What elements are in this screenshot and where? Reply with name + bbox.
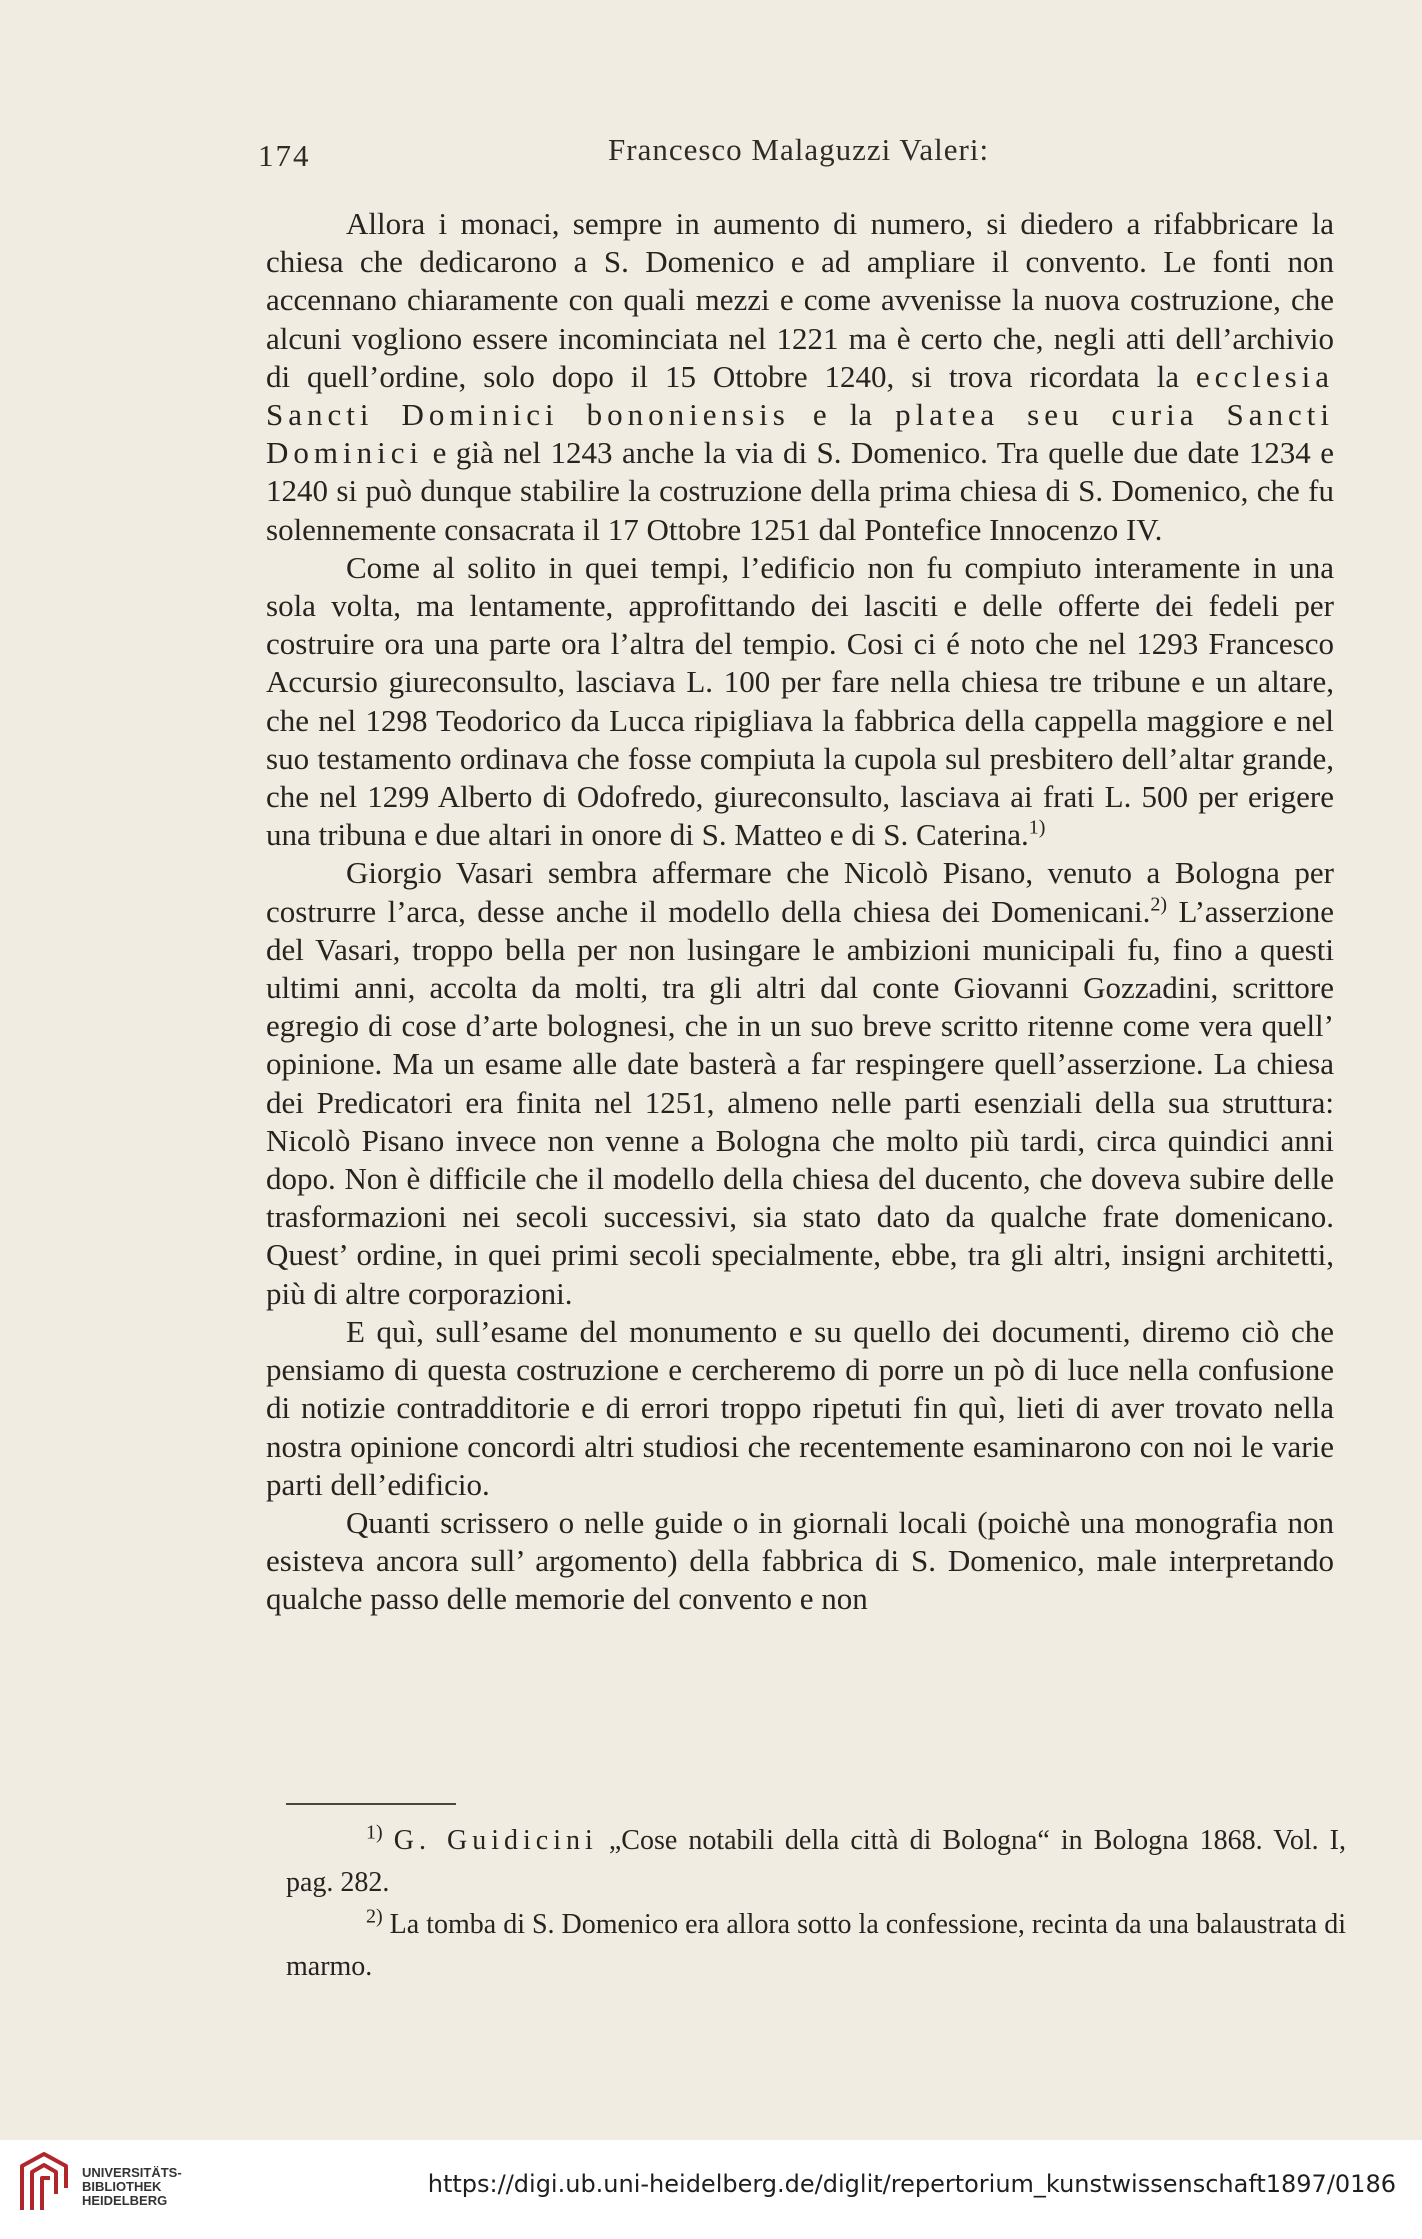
paragraph-4-text: E quì, sull’esame del monumento e su quello dei documenti, diremo ciò che pensiamo di questa costruzione e cercheremo di porre un pò di luce nella confusione di notizie contradditorie e di errori troppo ripetuti fin quì, lieti di aver trovato nella nostra opinione concordi altri studiosi che recentemente esaminarono con noi le varie parti dell’edificio. xyxy=(266,1313,1334,1502)
footnote-2-text: La tomba di S. Domenico era allora sotto la confessione, recinta da una balaustrata di marmo. xyxy=(286,1909,1347,1982)
footnotes xyxy=(286,1820,1346,1988)
body-text xyxy=(266,205,1334,1619)
viewer-footer xyxy=(0,2140,1422,2239)
library-name-line-1: UNIVERSITÄTS- xyxy=(82,2165,182,2180)
paragraph-4 xyxy=(266,1313,1334,1504)
library-name-line-2: BIBLIOTHEK xyxy=(82,2179,162,2194)
paragraph-5 xyxy=(266,1504,1334,1619)
footnote-1 xyxy=(286,1820,1346,1904)
footnote-1-mark: 1) xyxy=(366,1821,383,1844)
paragraph-2 xyxy=(266,549,1334,855)
footnote-ref-1: 1) xyxy=(1028,816,1046,839)
ub-heidelberg-logo-icon[interactable] xyxy=(14,2148,74,2218)
paragraph-2-text: Come al solito in quei tempi, l’edificio non fu compiuto interamente in una sola volta, ma lentamente, approfittando dei lasciti e delle offerte dei fedeli per costruire ora una parte ora l’altra del tempio. Cosi ci é noto che nel 1293 Francesco Accursio giureconsulto, lasciava L. 100 per fare nella chiesa tre tribune e un altare, che nel 1298 Teodorico da Lucca ripigliava la fabbrica della cappella maggiore e nel suo testamento ordinava che fosse compiuta la cupola sul presbitero dell’altar grande, che nel 1299 Alberto di Odofredo, giureconsulto, lasciava ai frati L. 500 per erigere una tribuna e due altari in onore di S. Matteo e di S. Caterina. xyxy=(266,549,1334,853)
paragraph-3-text-a: Giorgio Vasari sembra affermare che Nicolò Pisano, venuto a Bologna per costrurre l’arca, desse anche il modello della chiesa dei Domenicani. xyxy=(266,855,1334,929)
library-name-line-3: HEIDELBERG xyxy=(82,2193,168,2208)
paragraph-1-text-e: e già nel 1243 anche la via di S. Domenico. Tra quelle due date 1234 e 1240 si può dunque stabilire la costruzione della prima chiesa di S. Domenico, che fu solennemente consacrata il 17 Ottobre 1251 dal Pontefice Innocenzo IV. xyxy=(266,435,1335,547)
footnote-2-mark: 2) xyxy=(366,1905,383,1928)
page-header xyxy=(258,128,1332,178)
running-head: Francesco Malaguzzi Valeri: xyxy=(608,132,990,167)
paragraph-3-text-b: L’asserzione del Vasari, troppo bella per non lusingare le ambizioni municipali fu, fino a questi ultimi anni, accolta da molti, tra gli altri dal conte Giovanni Gozzadini, scrittore egregio di cose d’arte bolognesi, che in un suo breve scritto ritenne come vera quell’ opinione. Ma un esame alle date basterà a far respingere quell’asserzione. La chiesa dei Predicatori era finita nel 1251, almeno nelle parti esenziali della sua struttura: Nicolò Pisano invece non venne a Bologna che molto più tardi, circa quindici anni dopo. Non è difficile che il modello della chiesa del ducento, che doveva subire delle trasformazioni nei secoli successivi, sia stato dato da qualche frate domenicano. Quest’ ordine, in quei primi secoli specialmente, ebbe, tra gli altri, insigni architetti, più di altre corporazioni. xyxy=(266,893,1335,1311)
footnote-divider xyxy=(286,1803,456,1805)
paragraph-5-text: Quanti scrissero o nelle guide o in giornali locali (poichè una monografia non esisteva ancora sull’ argomento) della fabbrica di S. Domenico, male interpretando qualche passo delle memorie del convento e non xyxy=(266,1504,1334,1617)
footnote-ref-2: 2) xyxy=(1150,893,1168,916)
paragraph-3 xyxy=(266,854,1334,1312)
library-name[interactable] xyxy=(82,2166,182,2208)
paragraph-1 xyxy=(266,205,1334,549)
footnote-2 xyxy=(286,1904,1346,1988)
footnote-1-author: G. Guidicini xyxy=(393,1825,598,1856)
latin-quote-2: platea seu curia Sancti Dominici xyxy=(266,397,1334,471)
paragraph-1-text-c: e la xyxy=(812,397,873,433)
footnote-1-text: „Cose notabili della città di Bologna“ in Bologna 1868. Vol. I, pag. 282. xyxy=(286,1825,1346,1898)
permalink-url[interactable]: https://digi.ub.uni-heidelberg.de/diglit/repertorium_kunstwissenschaft1897/0186 xyxy=(427,2170,1396,2198)
paragraph-1-text-a: Allora i monaci, sempre in aumento di numero, si diedero a rifabbricare la chiesa che dedicarono a S. Domenico e ad ampliare il convento. Le fonti non accennano chiaramente con quali mezzi e come avvenisse la nuova costruzione, che alcuni vogliono essere incominciata nel 1221 ma è certo che, negli atti dell’archivio di quell’ordine, solo dopo il 15 Ottobre 1240, si trova ricordata la xyxy=(266,206,1334,394)
latin-quote-1: ecclesia Sancti Dominici bononiensis xyxy=(266,358,1335,433)
page-number: 174 xyxy=(258,138,311,173)
